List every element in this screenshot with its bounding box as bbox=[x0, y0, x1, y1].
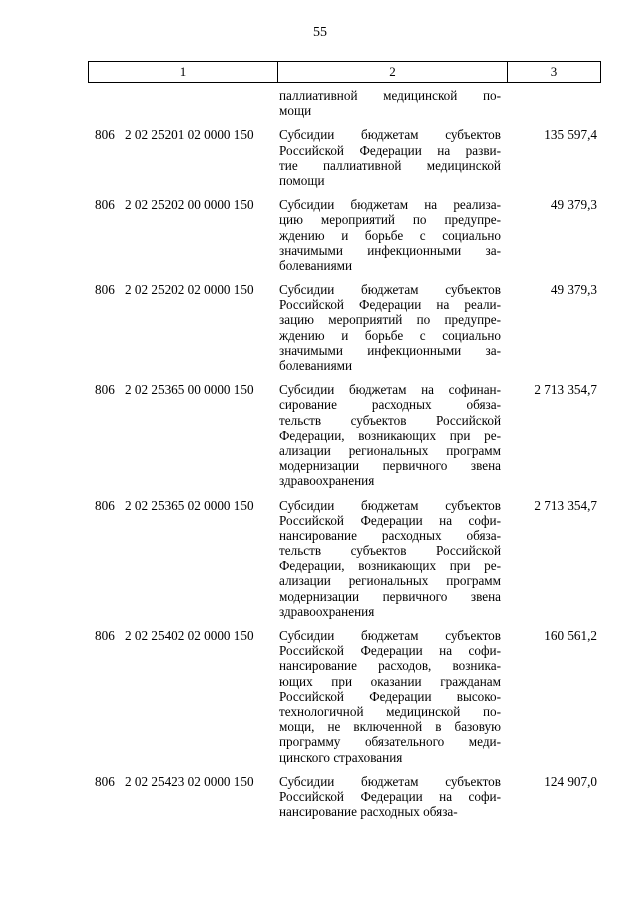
admin-code: 806 bbox=[95, 197, 115, 213]
description-line: значимыми инфекционными за- bbox=[279, 242, 501, 258]
amount-cell: 49 379,3 bbox=[550, 282, 597, 298]
code-cell bbox=[95, 498, 280, 513]
table-body bbox=[88, 88, 601, 828]
description-line: ализации региональных программ bbox=[279, 442, 501, 458]
description-line: болеваниями bbox=[279, 358, 353, 373]
description-line: Федерации, возникающих при ре- bbox=[279, 558, 501, 574]
code-cell bbox=[95, 282, 280, 297]
description-line: Федерации, возникающих при ре- bbox=[279, 427, 501, 443]
description-line: здравоохранения bbox=[279, 603, 375, 619]
description-line: технологичной медицинской по- bbox=[279, 703, 501, 719]
description-line: мощи bbox=[279, 103, 312, 119]
continuation-row bbox=[88, 88, 601, 118]
description-line: ализации региональных программ bbox=[279, 573, 501, 589]
revenue-code: 2 02 25365 00 0000 150 bbox=[125, 382, 254, 398]
description-line: ждению и борьбе с социально bbox=[279, 327, 501, 343]
table-header bbox=[88, 61, 601, 83]
amount-cell: 49 379,3 bbox=[550, 197, 597, 213]
description-line: зацию мероприятий по предупре- bbox=[279, 312, 501, 328]
description bbox=[279, 498, 501, 620]
code-cell bbox=[95, 628, 280, 643]
amount-cell: 2 713 354,7 bbox=[534, 382, 597, 398]
description-line: помощи bbox=[279, 172, 325, 188]
description-line: Субсидии бюджетам субъектов bbox=[279, 127, 501, 143]
description-line: модернизации первичного звена bbox=[279, 458, 501, 474]
admin-code: 806 bbox=[95, 282, 115, 298]
description bbox=[279, 197, 501, 273]
admin-code: 806 bbox=[95, 382, 115, 398]
revenue-code: 2 02 25365 02 0000 150 bbox=[125, 497, 254, 513]
description-line: Субсидии бюджетам на софинан- bbox=[279, 382, 501, 398]
description-line: нансирование расходных обяза- bbox=[279, 804, 458, 820]
amount-cell: 2 713 354,7 bbox=[534, 497, 597, 513]
revenue-code: 2 02 25201 02 0000 150 bbox=[125, 127, 254, 143]
table-row bbox=[88, 197, 601, 273]
page-number: 55 bbox=[313, 25, 327, 40]
table-row bbox=[88, 282, 601, 373]
description-line: Субсидии бюджетам на реализа- bbox=[279, 197, 501, 213]
description-line: Российской Федерации на разви- bbox=[279, 142, 501, 158]
revenue-code: 2 02 25202 02 0000 150 bbox=[125, 282, 254, 298]
amount-cell: 135 597,4 bbox=[544, 127, 597, 143]
description-line: модернизации первичного звена bbox=[279, 588, 501, 604]
description-line: Субсидии бюджетам субъектов bbox=[279, 497, 501, 513]
table-row bbox=[88, 382, 601, 488]
description-line: Российской Федерации на реали- bbox=[279, 297, 501, 313]
code-cell bbox=[95, 774, 280, 789]
description-line: паллиативной медицинской по- bbox=[279, 88, 501, 103]
header-col-2: 2 bbox=[278, 62, 508, 82]
description-line: тие паллиативной медицинской bbox=[279, 157, 501, 173]
description-line: Российской Федерации на софи- bbox=[279, 788, 501, 804]
description-line: Субсидии бюджетам субъектов bbox=[279, 282, 501, 298]
description-line: ющих при оказании гражданам bbox=[279, 673, 501, 689]
code-cell bbox=[95, 197, 280, 212]
description-line: цию мероприятий по предупре- bbox=[279, 212, 501, 228]
description-line: мощи, не включенной в базовую bbox=[279, 719, 501, 735]
admin-code: 806 bbox=[95, 497, 115, 513]
revenue-code: 2 02 25423 02 0000 150 bbox=[125, 773, 254, 789]
description-line: Субсидии бюджетам субъектов bbox=[279, 628, 501, 643]
code-cell bbox=[95, 382, 280, 397]
header-col-1: 1 bbox=[89, 62, 278, 82]
table-row bbox=[88, 628, 601, 765]
admin-code: 806 bbox=[95, 127, 115, 143]
description bbox=[279, 382, 501, 488]
description-line: ждению и борьбе с социально bbox=[279, 227, 501, 243]
description-line: нансирование расходов, возника- bbox=[279, 658, 501, 674]
amount-cell: 160 561,2 bbox=[544, 628, 597, 643]
header-col-3: 3 bbox=[550, 64, 558, 79]
admin-code: 806 bbox=[95, 773, 115, 789]
description-line: Российской Федерации на софи- bbox=[279, 512, 501, 528]
description-line: значимыми инфекционными за- bbox=[279, 342, 501, 358]
description-line: здравоохранения bbox=[279, 473, 375, 489]
description-line: цинского страхования bbox=[279, 749, 403, 765]
table-row bbox=[88, 774, 601, 820]
description bbox=[279, 282, 501, 373]
description-line: тельств субъектов Российской bbox=[279, 412, 501, 428]
description-line: нансирование расходных обяза- bbox=[279, 527, 501, 543]
description-line: сирование расходных обяза- bbox=[279, 397, 501, 413]
table-row bbox=[88, 498, 601, 620]
description-line: болеваниями bbox=[279, 257, 353, 273]
code-cell bbox=[95, 127, 280, 142]
revenue-code: 2 02 25402 02 0000 150 bbox=[125, 628, 254, 643]
description bbox=[279, 774, 501, 820]
description-line: Российской Федерации высоко- bbox=[279, 688, 501, 704]
description bbox=[279, 127, 501, 188]
admin-code: 806 bbox=[95, 628, 115, 643]
description-line: Субсидии бюджетам субъектов bbox=[279, 773, 501, 789]
table-row bbox=[88, 127, 601, 188]
description bbox=[279, 628, 501, 765]
amount-cell: 124 907,0 bbox=[544, 773, 597, 789]
description bbox=[279, 88, 501, 118]
description-line: программу обязательного меди- bbox=[279, 734, 501, 750]
description-line: Российской Федерации на софи- bbox=[279, 643, 501, 659]
description-line: тельств субъектов Российской bbox=[279, 543, 501, 559]
revenue-code: 2 02 25202 00 0000 150 bbox=[125, 197, 254, 213]
